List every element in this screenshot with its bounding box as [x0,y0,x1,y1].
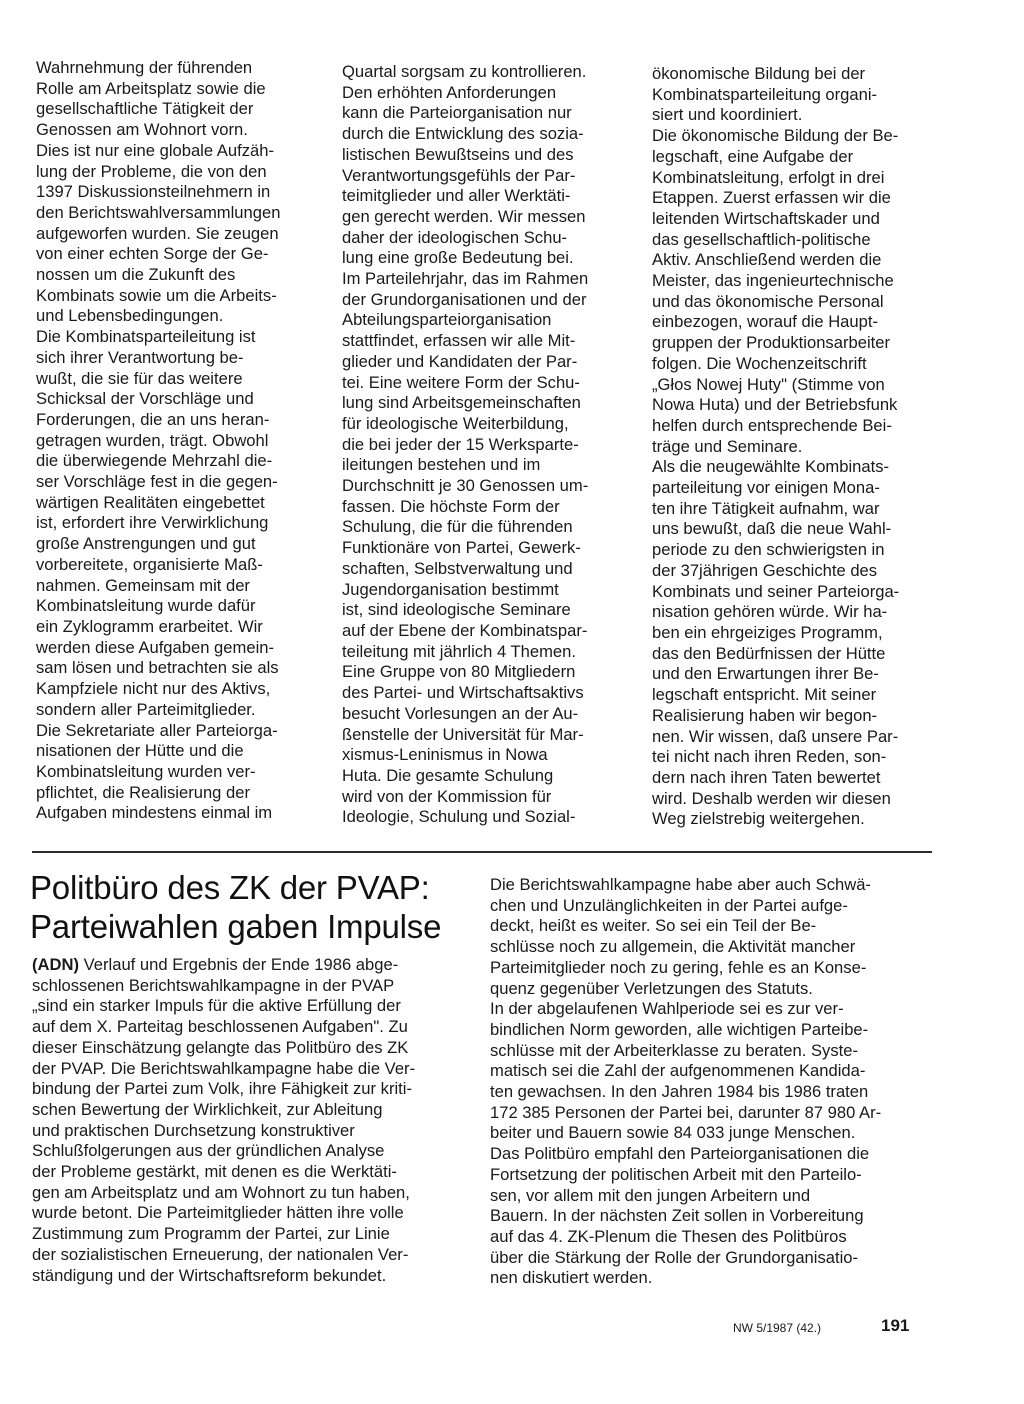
article-body-right: Die Berichtswahlkampagne habe aber auch Schwä- chen und Unzulänglichkeiten in der Partei aufge- deckt, heißt es weiter. So sei ein Teil der Be- schlüsse noch zu allgemein, die Aktivität mancher Parteimitglieder noch zu gering, fehle es an Konse- quenz gegenüber Verletzungen des Statuts. In der abgelaufenen Wahlperiode sei es zur ver- bindlichen Norm geworden, alle wichtigen Parteibe- schlüsse mit der Arbeiterklasse zu beraten. Syste- matisch sei die Zahl der aufgenommenen Kandida- ten gewachsen. In den Jahren 1984 bis 1986 traten 172 385 Personen der Partei bei, darunter 87 980 Ar- beiter und Bauern sowie 84 033 junge Menschen. Das Politbüro empfahl den Parteiorganisationen die Fortsetzung der politischen Arbeit mit den Parteilo- sen, vor allem mit den jungen Arbeitern und Bauern. In der nächsten Zeit sollen in Vorbereitung auf das 4. ZK-Plenum die Thesen des Politbüros über die Stärkung der Rolle der Grundorganisatio- nen diskutiert werden. [490,875,882,1288]
text-column-1: Wahrnehmung der führenden Rolle am Arbeitsplatz sowie die gesellschaftliche Tätigkeit der Genossen am Wohnort vorn. Dies ist nur eine globale Aufzäh- lung der Probleme, die von den 1397 Diskussionsteilnehmern in den Berichtswahlversammlungen aufgeworfen wurden. Sie zeugen von einer echten Sorge der Ge- nossen um die Zukunft des Kombinats sowie um die Arbeits- und Lebensbedingungen. Die Kombinatsparteileitung ist sich ihrer Verantwortung be- wußt, die sie für das weitere Schicksal der Vorschläge und Forderungen, die an uns heran- getragen wurden, trägt. Obwohl die überwiegende Mehrzahl die- ser Vorschläge fest in die gegen- wärtigen Realitäten eingebettet ist, erfordert ihre Verwirklichung große Anstrengungen und gut vorbereitete, organisierte Maß- nahmen. Gemeinsam mit der Kombinatsleitung wurde dafür ein Zyklogramm erarbeitet. Wir werden diese Aufgaben gemein- sam lösen und betrachten sie als Kampfziele nicht nur des Aktivs, sondern aller Parteimitglieder. Die Sekretariate aller Parteiorga- nisationen der Hütte und die Kombinatsleitung wurden ver- pflichtet, die Realisierung der Aufgaben mindestens einmal im [36,58,281,823]
article-body-left-text: Verlauf und Ergebnis der Ende 1986 abge- schlossenen Berichtswahlkampagne in der PVAP „sind ein starker Impuls für die aktive Erfüllung der auf dem X. Parteitag beschlossenen Aufgaben". Zu dieser Einschätzung gelangte das Politbüro des ZK der PVAP. Die Berichtswahlkampagne habe die Ver- bindung der Partei zum Volk, ihre Fähigkeit zur kriti- schen Bewertung der Wirklichkeit, zur Ableitung und praktischen Durchsetzung konstruktiver Schlußfolgerungen aus der gründlichen Analyse der Probleme gestärkt, mit denen es die Werktäti- gen am Arbeitsplatz und am Wohnort zu tun haben, wurde betont. Die Parteimitglieder hätten ihre volle Zustimmung zum Programm der Partei, zur Linie der sozialistischen Erneuerung, der nationalen Ver- ständigung und der Wirtschaftsreform bekundet. [32,955,416,1285]
article-headline: Politbüro des ZK der PVAP: Parteiwahlen gaben Impulse [30,869,442,945]
article-body-left [32,955,460,1286]
text-column-3: ökonomische Bildung bei der Kombinatsparteileitung organi- siert und koordiniert. Die ökonomische Bildung der Be- legschaft, eine Aufgabe der Kombinatsleitung, erfolgt in drei Etappen. Zuerst erfassen wir die leitenden Wirtschaftskader und das gesellschaftlich-politische Aktiv. Anschließend werden die Meister, das ingenieurtechnische und das ökonomische Personal einbezogen, worauf die Haupt- gruppen der Produktionsarbeiter folgen. Die Wochenzeitschrift „Głos Nowej Huty" (Stimme von Nowa Huta) und der Betriebsfunk helfen durch entsprechende Bei- träge und Seminare. Als die neugewählte Kombinats- parteileitung vor einigen Mona- ten ihre Tätigkeit aufnahm, war uns bewußt, daß die neue Wahl- periode zu den schwierigsten in der 37jährigen Geschichte des Kombinats und seiner Parteiorga- nisation gehören würde. Wir ha- ben ein ehrgeiziges Programm, das den Bedürfnissen der Hütte und den Erwartungen ihrer Be- legschaft entspricht. Mit seiner Realisierung haben wir begon- nen. Wir wissen, daß unsere Par- tei nicht nach ihren Reden, son- dern nach ihren Taten bewertet wird. Deshalb werden wir diesen Weg zielstrebig weitergehen. [652,64,900,829]
text-column-2: Quartal sorgsam zu kontrollieren. Den erhöhten Anforderungen kann die Parteiorganisation nur durch die Entwicklung des sozia- listischen Bewußtseins und des Verantwortungsgefühls der Par- teimitglieder und aller Werktäti- gen gerecht werden. Wir messen daher der ideologischen Schu- lung eine große Bedeutung bei. Im Parteilehrjahr, das im Rahmen der Grundorganisationen und der Abteilungsparteiorganisation stattfindet, erfassen wir alle Mit- glieder und Kandidaten der Par- tei. Eine weitere Form der Schu- lung sind Arbeitsgemeinschaften für ideologische Weiterbildung, die bei jeder der 15 Werksparte- ileitungen bestehen und im Durchschnitt je 30 Genossen um- fassen. Die höchste Form der Schulung, die für die führenden Funktionäre von Partei, Gewerk- schaften, Selbstverwaltung und Jugendorganisation bestimmt ist, sind ideologische Seminare auf der Ebene der Kombinatspar- teileitung mit jährlich 4 Themen. Eine Gruppe von 80 Mitgliedern des Partei- und Wirtschaftsaktivs besucht Vorlesungen an der Au- ßenstelle der Universität für Mar- xismus-Leninismus in Nowa Huta. Die gesamte Schulung wird von der Kommission für Ideologie, Schulung und Sozial- [342,62,589,827]
section-divider [32,851,932,853]
page-number: 191 [881,1316,910,1335]
issue-reference: NW 5/1987 (42.) [733,1321,822,1335]
news-agency-tag: (ADN) [32,955,80,974]
